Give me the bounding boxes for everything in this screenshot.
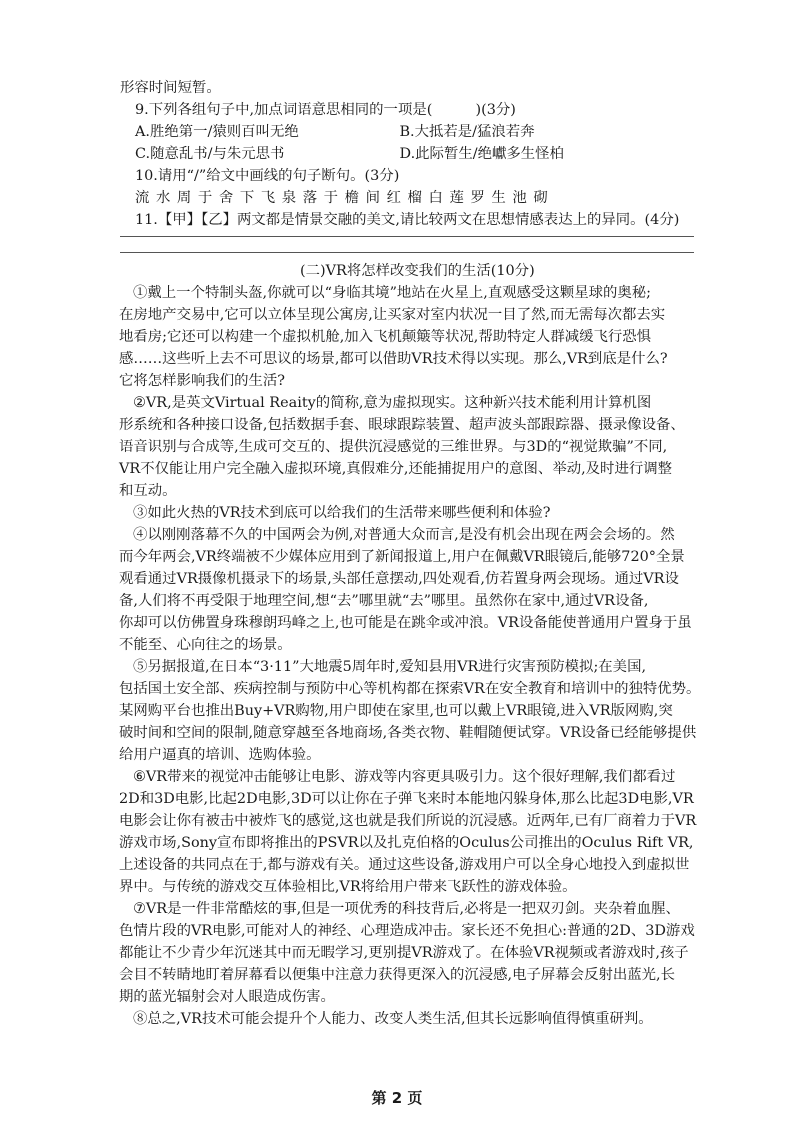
para-3-line-1: ③如此火热的VR技术到底可以给我们的生活带来哪些便利和体验? [133,505,551,521]
para-6-line-6: 界中。与传统的游戏交互体验相比,VR将给用户带来飞跃性的游戏体验。 [119,879,577,895]
para-2-line-3: 语音识别与合成等,生成可交互的、提供沉浸感觉的三维世界。与3D的“视觉欺骗”不同, [119,439,668,455]
para-6-line-4: 游戏市场,Sony宣布即将推出的PSVR以及扎克伯格的Oculus公司推出的Oculus Rift VR, [119,835,694,851]
para-1-line-2: 在房地产交易中,它可以立体呈现公寓房,让买家对室内状况一目了然,而无需每次都去实 [119,307,666,323]
para-5-line-2: 包括国土安全部、疾病控制与预防中心等机构都在探索VR在安全教育和培训中的独特优势。 [119,681,701,697]
para-2-line-5: 和互动。 [119,483,177,499]
para-6-line-5: 上述设备的共同点在于,都与游戏有关。通过这些设备,游戏用户可以全身心地投入到虚拟世 [119,857,690,873]
para-4-line-6: 不能至、心向往之的场景。 [119,637,292,653]
para-2-line-4: VR不仅能让用户完全融入虚拟环境,真假难分,还能捕捉用户的意图、举动,及时进行调整 [119,461,673,477]
answer-line-1 [120,236,694,237]
para-5-line-3: 某网购平台也推出Buy+VR购物,用户即使在家里,也可以戴上VR眼镜,进入VR版网购,突 [119,703,673,719]
para-8-line-1: ⑧总之,VR技术可能会提升个人能力、改变人类生活,但其长远影响值得慎重研判。 [133,1011,653,1027]
para-4-line-1: ④以刚刚落幕不久的中国两会为例,对普通大众而言,是没有机会出现在两会会场的。然 [133,527,675,543]
page-number: 第 2 页 [371,1089,423,1107]
para-2-line-2: 形系统和各种接口设备,包括数据手套、眼球跟踪装置、超声波头部跟踪器、摄录像设备、 [119,417,685,433]
para-1-line-4: 感……这些听上去不可思议的场景,都可以借助VR技术得以实现。那么,VR到底是什么? [119,351,668,367]
text-line-prev-end: 形容时间短暂。 [120,80,221,96]
para-6-line-3: 电影会让你有被击中被炸飞的感觉,这也就是我们所说的沉浸感。近两年,已有厂商着力于VR [119,813,697,829]
para-2-line-1: ②VR,是英文Virtual Reaity的简称,意为虚拟现实。这种新兴技术能利用计算机图 [133,395,652,411]
question-9-options-cd: C.随意乱书/与朱元思书 D.此际暂生/绝巘多生怪柏 [135,146,564,162]
question-11: 11.【甲】【乙】两文都是情景交融的美文,请比较两文在思想情感表达上的异同。(4分) [135,212,680,228]
question-9: 9.下列各组句子中,加点词语意思相同的一项是( )(3分) [135,102,516,118]
para-4-line-2: 而今年两会,VR终端被不少媒体应用到了新闻报道上,用户在佩戴VR眼镜后,能够720°全景 [119,549,685,565]
para-6-line-2: 2D和3D电影,比起2D电影,3D可以让你在子弹飞来时本能地闪躲身体,那么比起3D电影,VR [119,791,694,807]
para-7-line-5: 期的蓝光辐射会对人眼造成伤害。 [119,989,335,1005]
para-1-line-5: 它将怎样影响我们的生活? [119,373,286,389]
para-6-line-1: ⑥VR带来的视觉冲击能够让电影、游戏等内容更具吸引力。这个很好理解,我们都看过 [133,769,676,785]
para-5-line-1: ⑤另据报道,在日本“3·11”大地震5周年时,爱知县用VR进行灾害预防模拟;在美国, [133,659,647,675]
para-4-line-4: 备,人们将不再受限于地理空间,想“去”哪里就“去”哪里。虽然你在家中,通过VR设备, [119,593,649,609]
para-4-line-5: 你却可以仿佛置身珠穆朗玛峰之上,也可能是在跳伞或冲浪。VR设备能使普通用户置身于虽 [119,615,692,631]
para-1-line-3: 地看房;它还可以构建一个虚拟机舱,加入飞机颠簸等状况,帮助特定人群减缓飞行恐惧 [119,329,652,345]
para-4-line-3: 观看通过VR摄像机摄录下的场景,头部任意摆动,四处观看,仿若置身两会现场。通过VR设 [119,571,679,587]
para-7-line-1: ⑦VR是一件非常酷炫的事,但是一项优秀的科技背后,必将是一把双刃剑。夹杂着血腥、 [133,901,680,917]
para-7-line-3: 都能让不少青少年沉迷其中而无暇学习,更别提VR游戏了。在体验VR视频或者游戏时,孩子 [119,945,689,961]
para-1-line-1: ①戴上一个特制头盔,你就可以“身临其境”地站在火星上,直观感受这颗星球的奥秘; [133,285,651,301]
article-title: (二)VR将怎样改变我们的生活(10分) [300,263,535,279]
para-5-line-4: 破时间和空间的限制,随意穿越至各地商场,各类衣物、鞋帽随便试穿。VR设备已经能够提供 [119,725,697,741]
question-10-sentence: 流 水 周 于 舍 下 飞 泉 落 于 檐 间 红 榴 白 莲 罗 生 池 砌 [135,190,549,206]
question-10: 10.请用“/”给文中画线的句子断句。(3分) [135,168,400,184]
answer-line-2 [120,252,694,253]
para-7-line-4: 会目不转睛地盯着屏幕看以便集中注意力获得更深入的沉浸感,电子屏幕会反射出蓝光,长 [119,967,675,983]
para-7-line-2: 色情片段的VR电影,可能对人的神经、心理造成冲击。家长还不免担心:普通的2D、3D游戏 [119,923,695,939]
question-9-options-ab: A.胜绝第一/猿则百叫无绝 B.大抵若是/猛浪若奔 [135,124,535,140]
para-5-line-5: 给用户逼真的培训、选购体验。 [119,747,321,763]
